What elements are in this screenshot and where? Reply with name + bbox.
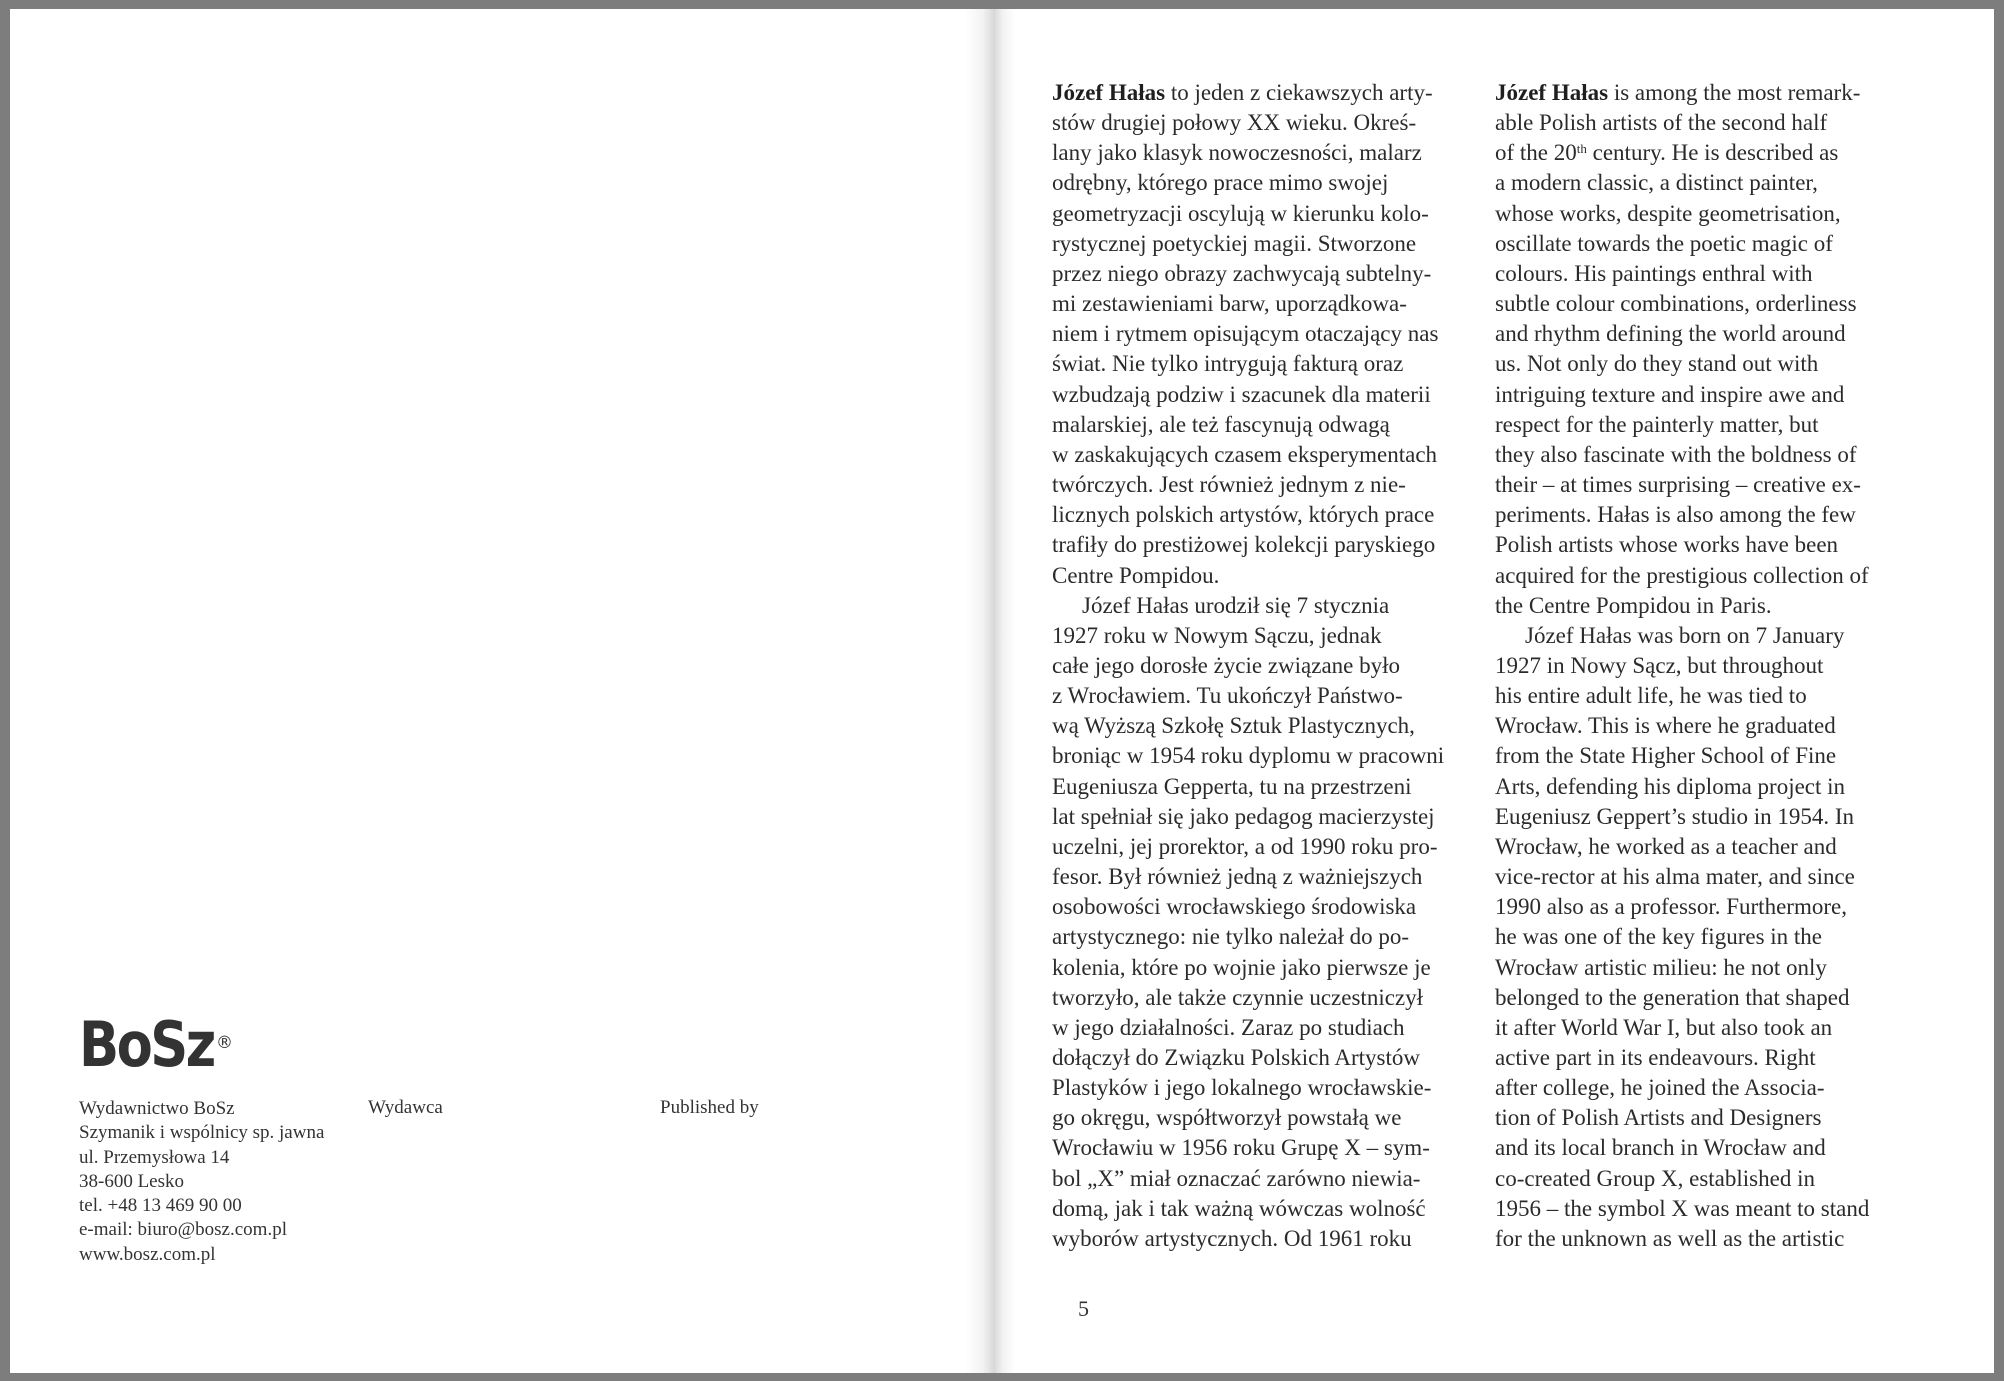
text-line: acquired for the prestigious collection of — [1495, 562, 1869, 588]
text-line: broniąc w 1954 roku dyplomu w pracowni — [1052, 743, 1445, 769]
text-line: Plastyków i jego lokalnego wrocławskie- — [1052, 1075, 1432, 1101]
publisher-logo: BoSz — [79, 1008, 214, 1081]
text-line: Wrocław. This is where he graduated — [1495, 713, 1836, 739]
text-line: całe jego dorosłe życie związane było — [1052, 652, 1401, 678]
text-line — [1495, 138, 1935, 168]
text-fragment: century. He is described as — [1586, 140, 1839, 166]
text-line: they also fascinate with the boldness of — [1495, 441, 1857, 467]
publisher-label-en: Published by — [660, 1097, 759, 1118]
text-line: he was one of the key figures in the — [1495, 924, 1823, 950]
text-line: tion of Polish Artists and Designers — [1495, 1105, 1822, 1131]
text-line: his entire adult life, he was tied to — [1495, 683, 1807, 709]
text-line: świat. Nie tylko intrygują fakturą oraz — [1052, 351, 1404, 377]
imprint-line: www.bosz.com.pl — [79, 1243, 216, 1265]
artist-name: Józef Hałas — [1495, 80, 1609, 105]
imprint-line: 38-600 Lesko — [79, 1170, 185, 1192]
text-line: Eugeniusza Gepperta, tu na przestrzeni — [1052, 773, 1412, 799]
english-text-column — [1495, 78, 1935, 1254]
text-fragment: of the 20 — [1495, 140, 1577, 166]
text-line: whose works, despite geometrisation, — [1495, 200, 1841, 226]
text-line: uczelni, jej prorektor, a od 1990 roku pro- — [1052, 833, 1438, 859]
paragraph — [1052, 78, 1492, 591]
text-line: lany jako klasyk nowoczesności, malarz — [1052, 140, 1422, 166]
text-line: periments. Hałas is also among the few — [1495, 502, 1856, 528]
text-line: fesor. Był również jedną z ważniejszych — [1052, 864, 1423, 890]
text-line: w zaskakujących czasem eksperymentach — [1052, 441, 1438, 467]
text-line: odrębny, którego prace mimo swojej — [1052, 170, 1389, 196]
paragraph — [1495, 78, 1935, 621]
text-line: przez niego obrazy zachwycają subtelny- — [1052, 260, 1432, 286]
text-line: Wrocław artistic milieu: he not only — [1495, 954, 1827, 980]
text-line: w jego działalności. Zaraz po studiach — [1052, 1014, 1405, 1040]
registered-mark: ® — [216, 1033, 233, 1053]
text-line: 1990 also as a professor. Furthermore, — [1495, 894, 1847, 920]
paragraph — [1495, 621, 1935, 1254]
text-line: colours. His paintings enthral with — [1495, 260, 1813, 286]
text-line: bol „X” miał oznaczać zarówno niewia- — [1052, 1165, 1421, 1191]
text-line: lat spełniał się jako pedagog macierzystej — [1052, 803, 1435, 829]
text-line: the Centre Pompidou in Paris. — [1495, 592, 1772, 618]
text-line: intriguing texture and inspire awe and — [1495, 381, 1845, 407]
text-line: geometryzacji oscylują w kierunku kolo- — [1052, 200, 1429, 226]
text-line: Eugeniusz Geppert’s studio in 1954. In — [1495, 803, 1855, 829]
text-line: rystycznej poetyckiej magii. Stworzone — [1052, 230, 1417, 256]
text-line: dołączył do Związku Polskich Artystów — [1052, 1045, 1420, 1070]
text-line: able Polish artists of the second half — [1495, 110, 1828, 136]
text-line: go okręgu, współtworzył powstałą we — [1052, 1105, 1402, 1131]
gutter-shadow — [965, 9, 995, 1373]
text-line: wyborów artystycznych. Od 1961 roku — [1052, 1225, 1412, 1251]
imprint-line: e-mail: biuro@bosz.com.pl — [79, 1219, 287, 1241]
imprint-line: tel. +48 13 469 90 00 — [79, 1195, 242, 1217]
text-line: from the State Higher School of Fine — [1495, 743, 1837, 769]
text-line: and its local branch in Wrocław and — [1495, 1135, 1826, 1161]
text-line: stów drugiej połowy XX wieku. Okreś- — [1052, 110, 1417, 136]
text-line: it after World War I, but also took an — [1495, 1014, 1833, 1040]
text-line: Wrocław, he worked as a teacher and — [1495, 833, 1837, 859]
text-line: 1956 – the symbol X was meant to stand — [1495, 1195, 1870, 1221]
left-page — [10, 9, 995, 1373]
text-line: us. Not only do they stand out with — [1495, 351, 1819, 377]
imprint-line: Wydawnictwo BoSz — [79, 1098, 235, 1119]
text-line: mi zestawieniami barw, uporządkowa- — [1052, 291, 1407, 317]
text-line: respect for the painterly matter, but — [1495, 411, 1819, 437]
publisher-imprint — [79, 1097, 324, 1267]
text-line: malarskiej, ale też fascynują odwagą — [1052, 411, 1390, 437]
text-line: Józef Hałas was born on 7 January — [1525, 622, 1845, 648]
text-line: oscillate towards the poetic magic of — [1495, 230, 1833, 256]
text-line: niem i rytmem opisującym otaczający nas — [1052, 321, 1439, 347]
text-line: subtle colour combinations, orderliness — [1495, 291, 1857, 317]
text-line: kolenia, które po wojnie jako pierwsze je — [1052, 954, 1431, 980]
right-page — [995, 9, 1994, 1373]
text-line: wą Wyższą Szkołę Sztuk Plastycznych, — [1052, 713, 1415, 739]
polish-text-column — [1052, 78, 1492, 1254]
text-line: trafiły do prestiżowej kolekcji paryskiego — [1052, 532, 1436, 558]
artist-name: Józef Hałas — [1052, 80, 1166, 105]
text-line: Arts, defending his diploma project in — [1495, 773, 1846, 799]
text-line: belonged to the generation that shaped — [1495, 984, 1850, 1010]
text-line: co-created Group X, established in — [1495, 1165, 1815, 1191]
text-line: Józef Hałas urodził się 7 stycznia — [1082, 592, 1390, 618]
text-line: osobowości wrocławskiego środowiska — [1052, 894, 1417, 920]
text-fragment: to jeden z ciekawszych arty- — [1165, 80, 1433, 105]
text-line: licznych polskich artystów, których prace — [1052, 502, 1435, 528]
text-line: their – at times surprising – creative ex- — [1495, 472, 1861, 498]
text-line: tworzyło, ale także czynnie uczestniczył — [1052, 984, 1424, 1010]
text-line: 1927 in Nowy Sącz, but throughout — [1495, 652, 1824, 678]
text-line: Polish artists whose works have been — [1495, 532, 1839, 558]
text-line — [1495, 78, 1935, 108]
imprint-line: ul. Przemysłowa 14 — [79, 1146, 230, 1168]
text-line: domą, jak i tak ważną wówczas wolność — [1052, 1195, 1426, 1221]
text-line: wzbudzają podziw i szacunek dla materii — [1052, 381, 1431, 407]
paragraph — [1052, 591, 1492, 1254]
text-line: Centre Pompidou. — [1052, 562, 1220, 588]
text-line: vice-rector at his alma mater, and since — [1495, 864, 1855, 890]
text-line: a modern classic, a distinct painter, — [1495, 170, 1818, 196]
text-line: twórczych. Jest również jednym z nie- — [1052, 472, 1406, 498]
publisher-label-pl: Wydawca — [368, 1097, 443, 1118]
text-line: for the unknown as well as the artistic — [1495, 1225, 1845, 1251]
page-number: 5 — [1078, 1296, 1089, 1321]
text-line: 1927 roku w Nowym Sączu, jednak — [1052, 622, 1382, 648]
text-line: after college, he joined the Associa- — [1495, 1075, 1825, 1101]
text-line — [1052, 78, 1492, 108]
text-fragment: is among the most remark- — [1608, 80, 1861, 105]
imprint-line: Szymanik i wspólnicy sp. jawna — [79, 1122, 325, 1144]
text-line: artystycznego: nie tylko należał do po- — [1052, 924, 1410, 950]
text-line: z Wrocławiem. Tu ukończył Państwo- — [1052, 683, 1403, 709]
superscript: th — [1576, 141, 1587, 157]
text-line: active part in its endeavours. Right — [1495, 1045, 1816, 1070]
gutter-shadow — [995, 9, 1015, 1373]
text-line: Wrocławiu w 1956 roku Grupę X – sym- — [1052, 1135, 1430, 1161]
text-line: and rhythm defining the world around — [1495, 321, 1846, 347]
